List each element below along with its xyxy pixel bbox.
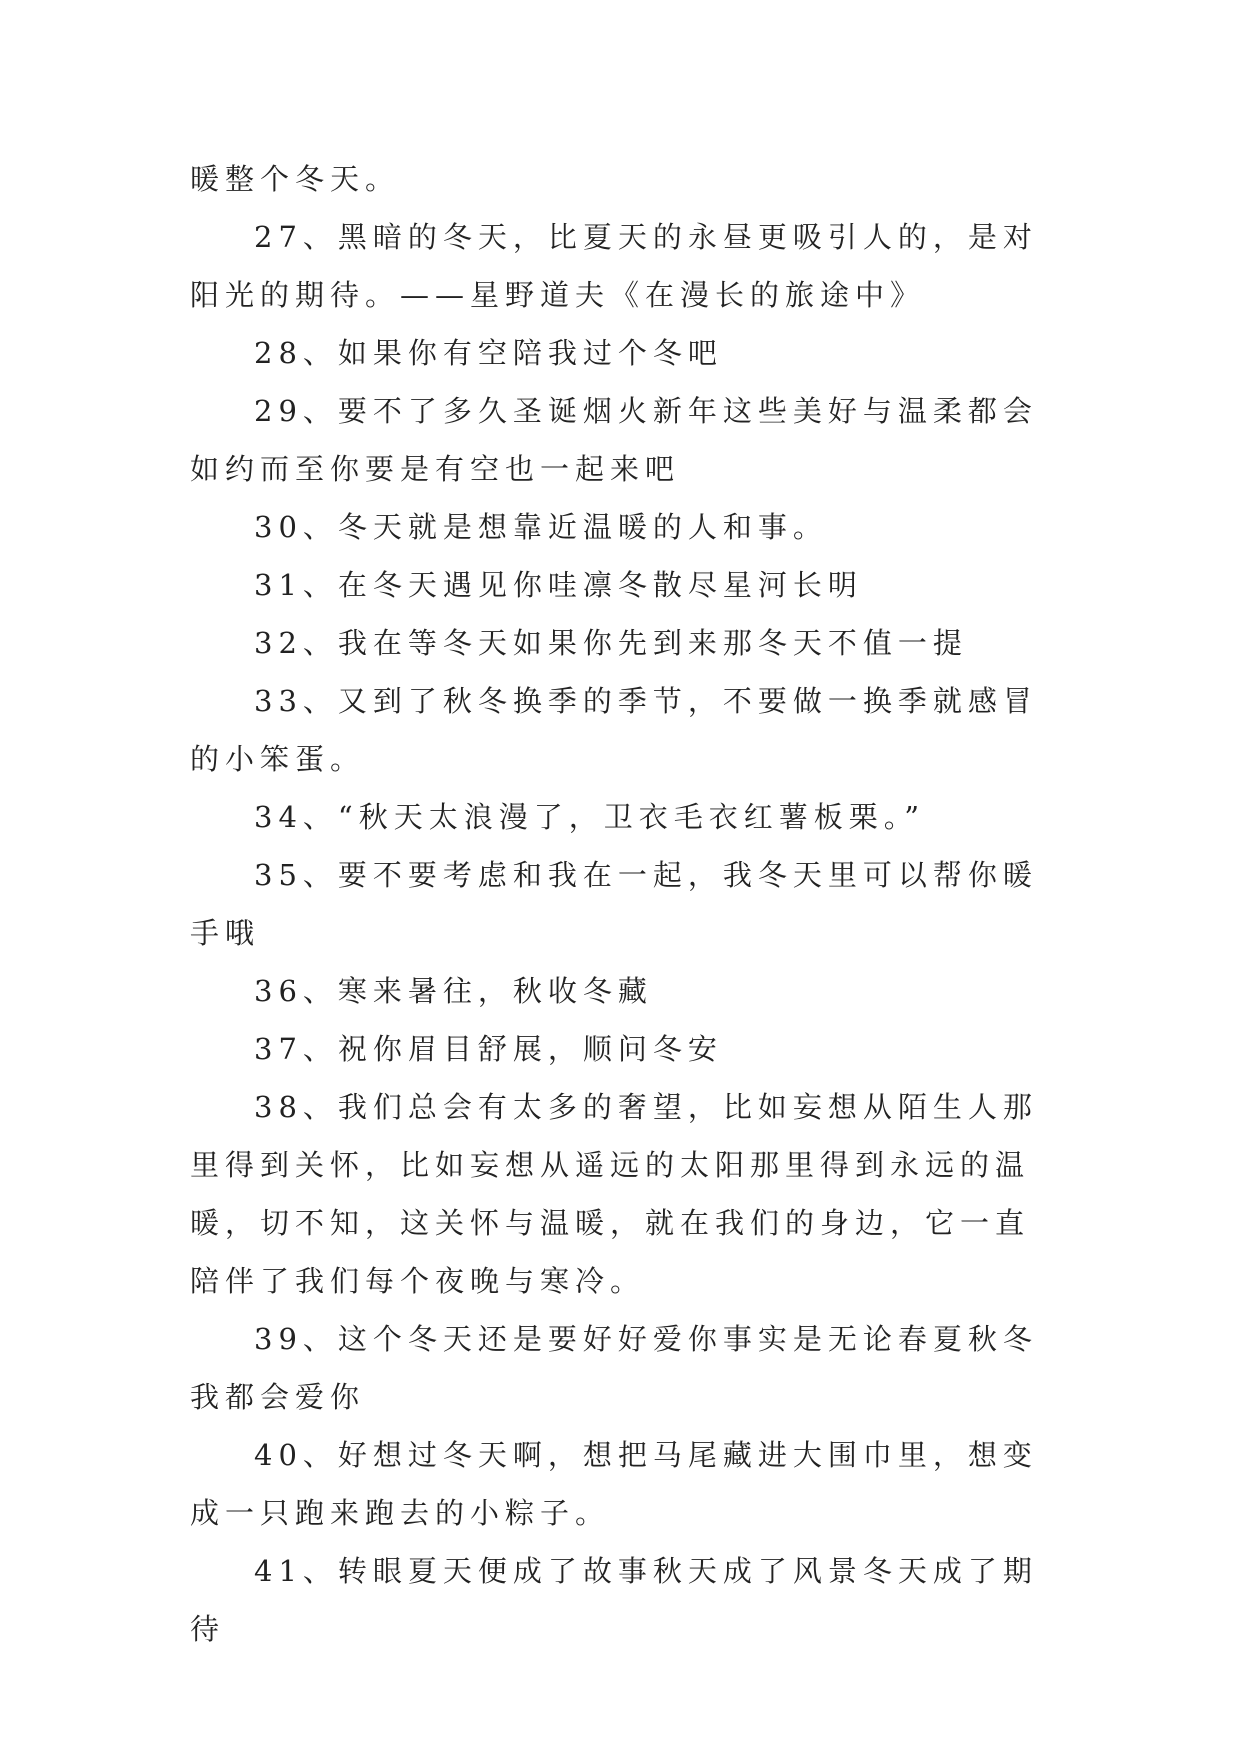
paragraph-34 (190, 788, 1051, 846)
paragraph-text: 28、如果你有空陪我过个冬吧 (254, 336, 723, 370)
paragraph-38 (190, 1078, 1051, 1310)
paragraph-text: 41、转眼夏天便成了故事秋天成了风景冬天成了期待 (190, 1554, 1038, 1646)
paragraph-41 (190, 1542, 1051, 1658)
paragraph-text: 30、冬天就是想靠近温暖的人和事。 (254, 510, 828, 544)
paragraph-36 (190, 962, 1051, 1020)
paragraph-text: 40、好想过冬天啊，想把马尾藏进大围巾里，想变成一只跑来跑去的小粽子。 (190, 1438, 1038, 1530)
paragraph-text: 32、我在等冬天如果你先到来那冬天不值一提 (254, 626, 968, 660)
document-body (190, 150, 1051, 1658)
paragraph-text: 31、在冬天遇见你哇凛冬散尽星河长明 (254, 568, 863, 602)
paragraph-28 (190, 324, 1051, 382)
paragraph-text: 27、黑暗的冬天，比夏天的永昼更吸引人的，是对阳光的期待。——星野道夫《在漫长的旅途中》 (190, 220, 1038, 312)
paragraph-text: 37、祝你眉目舒展，顺问冬安 (254, 1032, 723, 1066)
paragraph-text: 29、要不了多久圣诞烟火新年这些美好与温柔都会如约而至你要是有空也一起来吧 (190, 394, 1038, 486)
paragraph-37 (190, 1020, 1051, 1078)
paragraph-30 (190, 498, 1051, 556)
paragraph-text: 36、寒来暑往，秋收冬藏 (254, 974, 653, 1008)
paragraph-text: 39、这个冬天还是要好好爱你事实是无论春夏秋冬我都会爱你 (190, 1322, 1038, 1414)
paragraph-text: 暖整个冬天。 (190, 162, 401, 196)
paragraph-40 (190, 1426, 1051, 1542)
paragraph-text: 34、“秋天太浪漫了，卫衣毛衣红薯板栗。” (254, 800, 926, 834)
paragraph-continuation (190, 150, 1051, 208)
paragraph-text: 33、又到了秋冬换季的季节，不要做一换季就感冒的小笨蛋。 (190, 684, 1038, 776)
paragraph-27 (190, 208, 1051, 324)
paragraph-29 (190, 382, 1051, 498)
paragraph-text: 38、我们总会有太多的奢望，比如妄想从陌生人那里得到关怀，比如妄想从遥远的太阳那里得到永远的温暖，切不知，这关怀与温暖，就在我们的身边，它一直陪伴了我们每个夜晚与寒冷。 (190, 1090, 1038, 1298)
paragraph-32 (190, 614, 1051, 672)
paragraph-33 (190, 672, 1051, 788)
paragraph-text: 35、要不要考虑和我在一起，我冬天里可以帮你暖手哦 (190, 858, 1038, 950)
paragraph-35 (190, 846, 1051, 962)
paragraph-39 (190, 1310, 1051, 1426)
paragraph-31 (190, 556, 1051, 614)
